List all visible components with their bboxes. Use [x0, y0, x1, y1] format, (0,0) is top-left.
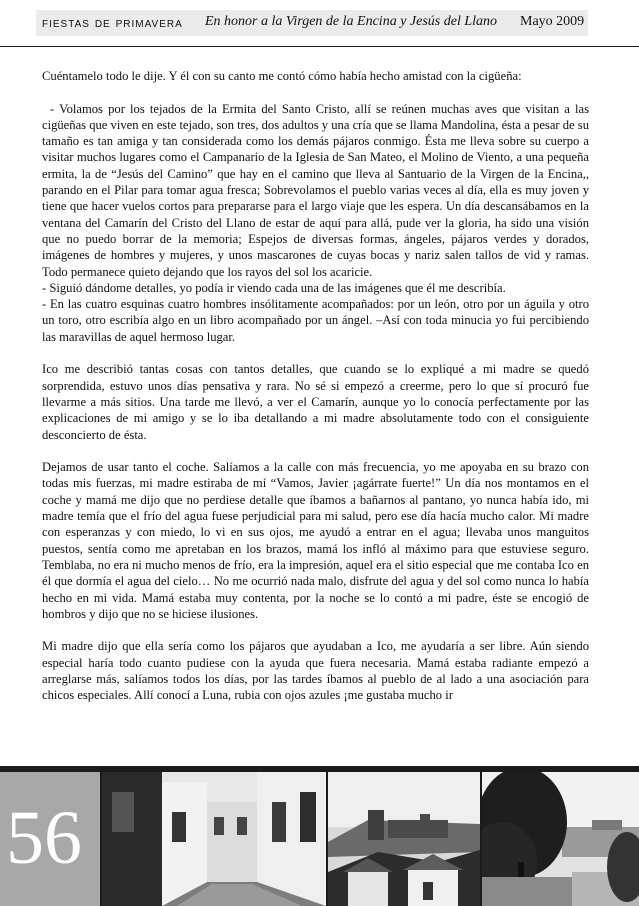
landscape-photo	[482, 772, 639, 906]
paragraph-6: Dejamos de usar tanto el coche. Salíamos a la calle con más frecuencia, yo me apoyaba en su brazo con todas mis fuerzas, mi madre estiraba de mí “Vamos, Javier ¡agárrate fuerte!” Un día nos montamos en el coche y mamá me dijo que no perdiese detalle que íbamos a bañarnos al pantano, yo nunca había ido, mi madre temía que el frío del agua fuese perjudicial para mi salud, pero ese día hacía mucho calor. Mi madre con esperanzas y con miedo, lo vi en sus ojos, me ayudó a entrar en el agua; llevaba unos manguitos puestos, sentía como me apretaban en los brazos, mamá los infló al máximo para que estuviese seguro. Temblaba, no era ni mucho menos de frío, era la impresión, aquel era el sitio especial que me contaba Ico en él que dormía el agua del cielo… No me ocurrió nada malo, disfrute del agua y del sol como nunca lo había hecho en mi vida. Mamá estaba muy contenta, por la noche se lo contó a mi padre, éste se encogió de hombros y dijo que no se hiciese ilusiones.	[42, 460, 589, 621]
page-number: 56	[6, 796, 82, 880]
page-header	[0, 0, 639, 47]
paragraph-2: - Volamos por los tejados de la Ermita del Santo Cristo, allí se reúnen muchas aves que visitan a las cigüeñas que viven en este tejado, son tres, dos adultos y una cría que se llama Mandolina, ésta a pesar de su tamaño es tan amiga y tan considerada como los demás pájaros conmigo. Ésta me lleva sobre su cuerpo a visitar muchos lugares como el Campanario de la Iglesia de San Mateo, el Molino de Viento, a una pequeña ermita, la de “Jesús del Camino” que hay en el camino que lleva al Santuario de la Virgen de la Encina,, parando en el Pilar para tomar agua fresca; Sobrevolamos el pueblo varias veces al día, ella es muy joven y tiene que hacer vuelos cortos para prepararse para el largo viaje que les espera. Un día descansábamos en la ventana del Camarín del Cristo del Llano de estar de aquí para allá, pude ver la gloria, ha sido una visión que no puedo borrar de la memoria; Espejos de diversas formas, ángeles, pájaros verdes y dorados, imágenes de hombres y mujeres, y unos mascarones de cuyas bocas y nariz salen tallos de vid y ramas. Todo permanece quieto dejando que los rayos del sol los acaricie.	[42, 101, 589, 279]
street-photo	[102, 772, 326, 906]
paragraph-4: - En las cuatro esquinas cuatro hombres insólitamente acompañados: por un león, otro por un águila y otro un toro, otro escribía algo en un libro acompañado por un ángel. –Así con toda minucia yo fui percibiendo las maravillas de aquel hermoso lugar.	[42, 297, 589, 344]
header-subtitle: En honor a la Virgen de la Encina y Jesús del Llano	[205, 14, 498, 29]
header-date: Mayo 2009	[520, 14, 585, 29]
article-body	[42, 68, 589, 704]
paragraph-3: - Siguió dándome detalles, yo podía ir viendo cada una de las imágenes que él me describía.	[42, 280, 506, 295]
paragraph-7: Mi madre dijo que ella sería como los pájaros que ayudaban a Ico, me ayudaría a ser libre. Aún siendo especial haría todo cuanto pudiese con la ayuda que fuera necesaria. Mamá estaba radiante empezó a arreglarse más, salíamos todos los días, por las tardes íbamos al pueblo de al lado a una asociación para chicos especiales. Allí conocí a Luna, rubia con ojos azules ¡me gustaba mucho ir	[42, 639, 589, 703]
paragraph-1: Cuéntamelo todo le dije. Y él con su canto me contó cómo había hecho amistad con la cigüeña:	[42, 69, 522, 83]
paragraph-5: Ico me describió tantas cosas con tantos detalles, que cuando se lo expliqué a mi madre se quedó sorprendida, estuvo unos días pensativa y rara. No sé si empezó a creerme, pero lo que sí procuró fue llevarme a más sitios. Una tarde me llevó, a ver el Camarín, aunque yo lo conocía perfectamente por las explicaciones de mi amigo y se lo iba detallando a mi madre absolutamente todo con el consiguiente desconcierto de ésta.	[42, 362, 589, 442]
castle-photo	[328, 772, 480, 906]
magazine-title: fiestas de primavera	[42, 14, 183, 30]
